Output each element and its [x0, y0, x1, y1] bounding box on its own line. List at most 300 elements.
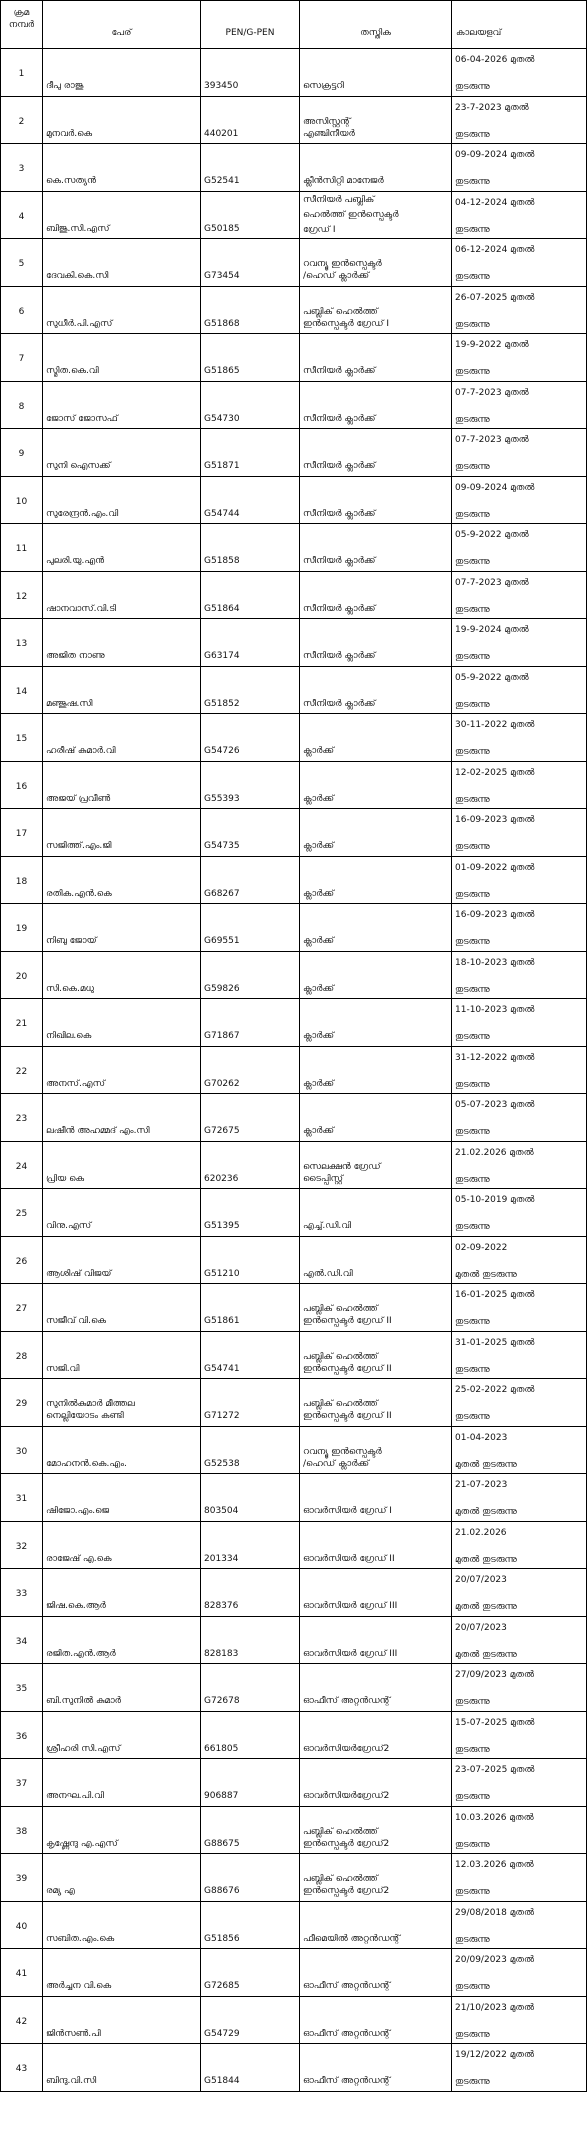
employee-name-cell [43, 619, 201, 667]
table-row [1, 524, 587, 572]
employee-name-cell [43, 1426, 201, 1474]
period-continuing: തുടരുന്നു [455, 224, 490, 235]
pen-number-cell [201, 1759, 300, 1807]
serial-number-cell [1, 144, 43, 192]
period-continuing: തുടരുന്നു [455, 82, 490, 92]
period-start: 23-07-2025 മുതൽ [455, 1765, 535, 1775]
period-start: 05-10-2019 മുതൽ [455, 1195, 535, 1205]
employee-name-cell [43, 1854, 201, 1902]
pen-number: G68267 [204, 888, 240, 899]
period-cell [452, 144, 587, 192]
employee-name: രമ്യ എ [46, 1886, 75, 1896]
serial-number: 5 [18, 259, 25, 269]
employee-name: ദീപു രാജു [46, 81, 84, 91]
period-continuing: തുടരുന്നു [455, 1839, 490, 1850]
period-block [452, 861, 586, 903]
serial-number-cell [1, 1854, 43, 1902]
header-pen-text: PEN/G-PEN [225, 28, 275, 38]
serial-number: 42 [15, 2016, 28, 2027]
designation-cell [300, 1806, 452, 1854]
period-block [452, 53, 586, 95]
header-period [452, 1, 587, 49]
serial-number: 3 [18, 164, 25, 174]
employee-name-cell [43, 191, 201, 239]
period-start: 09-09-2024 മുതൽ [455, 150, 535, 160]
period-block [452, 1716, 586, 1758]
designation: സീനിയർ ക്ലാർക്ക് [303, 461, 376, 471]
serial-number: 40 [15, 1921, 28, 1932]
period-start: 16-09-2023 മുതൽ [455, 815, 535, 825]
serial-number-cell [1, 951, 43, 999]
serial-number-cell [1, 761, 43, 809]
employee-name: കൃഷ്ണേന്ദു എ.എസ് [46, 1838, 118, 1849]
period-continuing: തുടരുന്നു [455, 462, 490, 472]
pen-number: G72675 [204, 1126, 240, 1136]
period-start: 20/07/2023 [455, 1622, 507, 1633]
employee-name-cell [43, 1236, 201, 1284]
pen-number: G63174 [204, 651, 240, 661]
table-row [1, 1711, 587, 1759]
period-block [452, 1526, 586, 1568]
employee-name-cell [43, 49, 201, 97]
period-cell [452, 286, 587, 334]
serial-number-cell [1, 1094, 43, 1142]
serial-number: 19 [15, 924, 28, 934]
table-row [1, 619, 587, 667]
employee-name-cell [43, 1569, 201, 1617]
period-start: 06-04-2026 മുതൽ [455, 55, 535, 65]
header-serial-number-text: ക്രമ നമ്പർ [8, 8, 35, 30]
period-start: 20/07/2023 [455, 1575, 507, 1585]
table-row [1, 1094, 587, 1142]
period-start: 29/08/2018 മുതൽ [455, 1907, 534, 1918]
employee-name-cell [43, 1616, 201, 1664]
serial-number-cell [1, 571, 43, 619]
pen-number: G51865 [204, 366, 240, 376]
designation-cell [300, 191, 452, 239]
table-row [1, 286, 587, 334]
period-continuing: തുടരുന്നു [455, 1982, 490, 1992]
serial-number: 15 [15, 734, 28, 744]
period-continuing: തുടരുന്നു [455, 319, 490, 330]
period-continuing: തുടരുന്നു [455, 889, 490, 900]
pen-number-cell [201, 571, 300, 619]
table-row [1, 714, 587, 762]
period-cell [452, 1379, 587, 1427]
serial-number-cell [1, 1711, 43, 1759]
table-row [1, 856, 587, 904]
serial-number-cell [1, 1521, 43, 1569]
serial-number: 31 [15, 1494, 28, 1504]
table-row [1, 144, 587, 192]
period-continuing: തുടരുന്നു [455, 1744, 490, 1755]
employee-name: സ്മിത.കെ.വി [46, 366, 99, 376]
pen-number-cell [201, 1284, 300, 1332]
pen-number: G73454 [204, 271, 240, 281]
employee-name: മുനവർ.കെ [46, 128, 93, 139]
designation: സീനിയർ ക്ലാർക്ക് [303, 603, 376, 614]
pen-number-cell [201, 1236, 300, 1284]
employee-name-cell [43, 1664, 201, 1712]
designation: ക്ലീൻസിറ്റി മാനേജർ [303, 176, 384, 186]
designation-cell [300, 49, 452, 97]
pen-number-cell [201, 761, 300, 809]
period-block [452, 1383, 586, 1425]
pen-number-cell [201, 96, 300, 144]
table-row [1, 951, 587, 999]
employee-name: അജിത നാണു [46, 651, 105, 661]
designation-cell [300, 476, 452, 524]
employee-name-cell [43, 1521, 201, 1569]
serial-number-cell [1, 1474, 43, 1522]
serial-number: 30 [15, 1446, 28, 1457]
table-row [1, 2044, 587, 2092]
employee-name-cell [43, 761, 201, 809]
serial-number: 14 [15, 686, 28, 697]
period-cell [452, 809, 587, 857]
designation-cell [300, 1379, 452, 1427]
period-start: 01-09-2022 മുതൽ [455, 862, 535, 873]
period-cell [452, 381, 587, 429]
table-row [1, 1664, 587, 1712]
designation: ഓവർസിയർ ഗ്രേഡ് II [303, 1553, 395, 1564]
designation-cell [300, 1616, 452, 1664]
designation: സീനിയർ ക്ലാർക്ക് [303, 413, 376, 424]
employee-name-cell [43, 96, 201, 144]
period-continuing: തുടരുന്നു [455, 177, 490, 187]
period-start: 12-02-2025 മുതൽ [455, 767, 535, 778]
employee-name: രതിക.എൻ.കെ [46, 888, 112, 899]
table-row [1, 381, 587, 429]
period-block [452, 766, 586, 808]
employee-name-cell [43, 571, 201, 619]
period-continuing: തുടരുന്നു [455, 747, 490, 757]
period-start: 19-9-2024 മുതൽ [455, 625, 529, 635]
period-continuing: തുടരുന്നു [455, 984, 490, 995]
serial-number: 34 [15, 1636, 28, 1647]
serial-number: 23 [15, 1114, 28, 1124]
period-continuing: തുടരുന്നു [455, 794, 490, 805]
designation: ക്ലാർക്ക് [303, 1126, 334, 1136]
employee-name: ആശിഷ് വിജയ് [46, 1268, 112, 1279]
serial-number: 10 [15, 496, 28, 507]
serial-number: 35 [15, 1684, 28, 1694]
table-row [1, 1806, 587, 1854]
period-start: 31-01-2025 മുതൽ [455, 1337, 535, 1348]
designation-cell [300, 1949, 452, 1997]
table-row [1, 904, 587, 952]
pen-number: G72685 [204, 1981, 240, 1991]
period-continuing: തുടരുന്നു [455, 1934, 490, 1945]
designation-cell [300, 1711, 452, 1759]
period-cell [452, 1236, 587, 1284]
employee-name: നിബു ജോയ് [46, 936, 97, 946]
employee-name: സുനിൽകുമാർ മീത്തല നെല്ലിയോടം കണ്ടി [46, 1399, 135, 1421]
pen-number-cell [201, 1901, 300, 1949]
serial-number-cell [1, 1616, 43, 1664]
pen-number-cell [201, 904, 300, 952]
period-cell [452, 904, 587, 952]
serial-number: 11 [15, 544, 28, 554]
pen-number: 828376 [204, 1601, 239, 1611]
period-start: 18-10-2023 മുതൽ [455, 957, 535, 968]
designation-cell [300, 334, 452, 382]
serial-number-cell [1, 2044, 43, 2092]
serial-number-cell [1, 96, 43, 144]
employee-name-cell [43, 1806, 201, 1854]
period-start: 21.02.2026 മുതൽ [455, 1147, 534, 1158]
pen-number-cell [201, 666, 300, 714]
serial-number-cell [1, 1046, 43, 1094]
serial-number-cell [1, 429, 43, 477]
designation-cell [300, 2044, 452, 2092]
employee-name-cell [43, 1331, 201, 1379]
designation: സീനിയർ ക്ലാർക്ക് [303, 698, 376, 709]
designation-cell [300, 429, 452, 477]
period-cell [452, 1094, 587, 1142]
period-continuing: തുടരുന്നു [455, 272, 490, 282]
pen-number-cell [201, 1616, 300, 1664]
pen-number-cell [201, 809, 300, 857]
period-start: 07-7-2023 മുതൽ [455, 577, 529, 588]
table-row [1, 1949, 587, 1997]
designation-cell [300, 239, 452, 287]
employee-name-cell [43, 951, 201, 999]
pen-number: 803504 [204, 1506, 239, 1516]
employee-name-cell [43, 1094, 201, 1142]
employee-name: അനഘ.പി.വി [46, 1791, 104, 1801]
period-continuing: തുടരുന്നു [455, 1317, 490, 1327]
period-cell [452, 714, 587, 762]
employee-name-cell [43, 334, 201, 382]
serial-number-cell [1, 1806, 43, 1854]
serial-number-cell [1, 1759, 43, 1807]
period-cell [452, 2044, 587, 2092]
header-period-text: കാലയളവ് [456, 28, 502, 38]
period-block [452, 1241, 586, 1283]
serial-number: 37 [15, 1779, 28, 1789]
designation: ക്ലാർക്ക് [303, 1031, 334, 1041]
serial-number-cell [1, 809, 43, 857]
period-cell [452, 1474, 587, 1522]
period-start: 12.03.2026 മുതൽ [455, 1860, 534, 1870]
employee-name-cell [43, 1901, 201, 1949]
table-row [1, 1331, 587, 1379]
employee-name: സുനി ഐസക്ക് [46, 461, 111, 471]
serial-number: 43 [15, 2064, 28, 2074]
pen-number-cell [201, 951, 300, 999]
period-block [452, 813, 586, 855]
table-row [1, 1474, 587, 1522]
employee-name-cell [43, 429, 201, 477]
employee-name-cell [43, 1284, 201, 1332]
period-continuing: തുടരുന്നു [455, 1364, 490, 1375]
period-start: 21-07-2023 [455, 1480, 508, 1490]
serial-number-cell [1, 1141, 43, 1189]
pen-number-cell [201, 619, 300, 667]
designation: ഓവർസിയർഗ്രേഡ്2 [303, 1743, 390, 1754]
period-continuing: മുതൽ തുടരുന്നു [455, 1269, 517, 1280]
serial-number-cell [1, 1949, 43, 1997]
designation: ക്ലാർക്ക് [303, 746, 334, 756]
period-block [452, 148, 586, 190]
period-continuing: തുടരുന്നു [455, 1792, 490, 1802]
table-row [1, 1284, 587, 1332]
pen-number: G54735 [204, 841, 240, 851]
period-cell [452, 524, 587, 572]
designation-cell [300, 524, 452, 572]
pen-number: G54726 [204, 746, 240, 756]
designation-cell [300, 286, 452, 334]
period-block [452, 1003, 586, 1045]
period-block [452, 433, 586, 475]
serial-number: 25 [15, 1209, 28, 1219]
designation: ക്ലാർക്ക് [303, 1078, 334, 1089]
employee-name: ഷാനവാസ്.വി.ടി [46, 603, 117, 614]
header-name-text: പേര് [111, 28, 132, 38]
pen-number-cell [201, 856, 300, 904]
table-row [1, 761, 587, 809]
pen-number-cell [201, 2044, 300, 2092]
designation: ഓവർസിയർ ഗ്രേഡ് III [303, 1601, 398, 1611]
period-start: 10.03.2026 മുതൽ [455, 1812, 534, 1823]
serial-number-cell [1, 856, 43, 904]
designation: പബ്ലിക് ഹെൽത്ത് ഇൻസ്പെക്ടർ ഗ്രേഡ്2 [303, 1874, 390, 1896]
header-post-text: തസ്തിക [360, 28, 391, 38]
table-row [1, 809, 587, 857]
pen-number: G88675 [204, 1838, 240, 1849]
designation-cell [300, 761, 452, 809]
period-block [452, 1953, 586, 1995]
pen-number: G54730 [204, 413, 240, 424]
header-serial-number [1, 1, 43, 49]
period-continuing: തുടരുന്നു [455, 1887, 490, 1897]
period-continuing: മുതൽ തുടരുന്നു [455, 1649, 517, 1660]
serial-number: 22 [15, 1066, 28, 1077]
period-cell [452, 1711, 587, 1759]
employee-name: മഞ്ജുഷ.സി [46, 698, 93, 709]
serial-number-cell [1, 1426, 43, 1474]
pen-number-cell [201, 1806, 300, 1854]
period-block [452, 1573, 586, 1615]
period-continuing: മുതൽ തുടരുന്നു [455, 1459, 517, 1470]
employee-name-cell [43, 809, 201, 857]
pen-number-cell [201, 1379, 300, 1427]
period-continuing: തുടരുന്നു [455, 1032, 490, 1042]
serial-number: 39 [15, 1874, 28, 1884]
pen-number-cell [201, 1141, 300, 1189]
period-start: 02-09-2022 [455, 1242, 508, 1253]
employee-name-cell [43, 666, 201, 714]
designation-cell [300, 1046, 452, 1094]
employee-name: ശ്രീഹരി സി.എസ് [46, 1743, 121, 1754]
header-pen [201, 1, 300, 49]
period-cell [452, 1331, 587, 1379]
period-continuing: തുടരുന്നു [455, 557, 490, 567]
pen-number: G59826 [204, 983, 240, 994]
serial-number-cell [1, 714, 43, 762]
serial-number: 41 [15, 1969, 28, 1979]
table-row [1, 429, 587, 477]
period-block [452, 1811, 586, 1853]
period-cell [452, 334, 587, 382]
period-cell [452, 571, 587, 619]
pen-number-cell [201, 191, 300, 239]
period-start: 07-7-2023 മുതൽ [455, 435, 529, 445]
period-continuing: തുടരുന്നു [455, 1079, 490, 1090]
period-start: 20/09/2023 മുതൽ [455, 1955, 534, 1965]
designation-cell [300, 619, 452, 667]
serial-number: 1 [18, 69, 25, 79]
period-block [452, 243, 586, 285]
designation-cell [300, 1901, 452, 1949]
table-row [1, 1189, 587, 1237]
designation: ക്ലാർക്ക് [303, 983, 334, 994]
period-block [452, 623, 586, 665]
serial-number-cell [1, 1236, 43, 1284]
designation-cell [300, 666, 452, 714]
designation: റവന്യൂ ഇൻസ്പെക്ടർ /ഹെഡ് ക്ലാർക്ക് [303, 1446, 382, 1469]
pen-number-cell [201, 334, 300, 382]
serial-number: 33 [15, 1589, 28, 1599]
pen-number-cell [201, 1189, 300, 1237]
pen-number: G69551 [204, 936, 240, 946]
pen-number-cell [201, 476, 300, 524]
period-block [452, 956, 586, 998]
period-start: 05-07-2023 മുതൽ [455, 1100, 535, 1110]
designation: സെലക്ഷൻ ഗ്രേഡ് ടൈപ്പിസ്റ്റ് [303, 1161, 381, 1184]
pen-number-cell [201, 714, 300, 762]
employee-name: ജിൻസൺ.പി [46, 2028, 101, 2039]
period-block [452, 101, 586, 143]
period-block [452, 386, 586, 428]
table-row [1, 1236, 587, 1284]
table-row [1, 1569, 587, 1617]
serial-number-cell [1, 904, 43, 952]
designation: പബ്ലിക് ഹെൽത്ത് ഇൻസ്പെക്ടർ ഗ്രേഡ് I [303, 306, 389, 329]
period-continuing: തുടരുന്നു [455, 604, 490, 615]
period-cell [452, 1189, 587, 1237]
period-cell [452, 1806, 587, 1854]
employee-name: ലഷീൻ അഹമ്മദ് എം.സി [46, 1126, 150, 1136]
employee-name: സി.കെ.മധു [46, 983, 94, 994]
serial-number-cell [1, 334, 43, 382]
serial-number: 13 [15, 639, 28, 649]
designation-cell [300, 1284, 452, 1332]
serial-number: 9 [18, 449, 25, 459]
table-row [1, 96, 587, 144]
period-continuing: തുടരുന്നു [455, 842, 490, 852]
designation-cell [300, 1996, 452, 2044]
period-continuing: തുടരുന്നു [455, 367, 490, 377]
table-header-row [1, 1, 587, 49]
pen-number: G51864 [204, 603, 240, 614]
period-block [452, 718, 586, 760]
pen-number: G51858 [204, 556, 240, 566]
period-start: 31-12-2022 മുതൽ [455, 1052, 535, 1063]
period-start: 19-9-2022 മുതൽ [455, 340, 529, 350]
table-row [1, 1379, 587, 1427]
designation: ക്ലാർക്ക് [303, 936, 334, 946]
table-row [1, 1759, 587, 1807]
pen-number: 620236 [204, 1173, 239, 1184]
serial-number: 27 [15, 1304, 28, 1314]
employee-name-cell [43, 1711, 201, 1759]
employee-name-cell [43, 476, 201, 524]
designation: സീനിയർ പബ്ലിക് ഹെൽത്ത് ഇൻസ്പെക്ടർ ഗ്രേഡ് I [303, 194, 399, 235]
employee-name-cell [43, 1141, 201, 1189]
employee-name: ജിഷ.കെ.ആർ [46, 1601, 106, 1611]
